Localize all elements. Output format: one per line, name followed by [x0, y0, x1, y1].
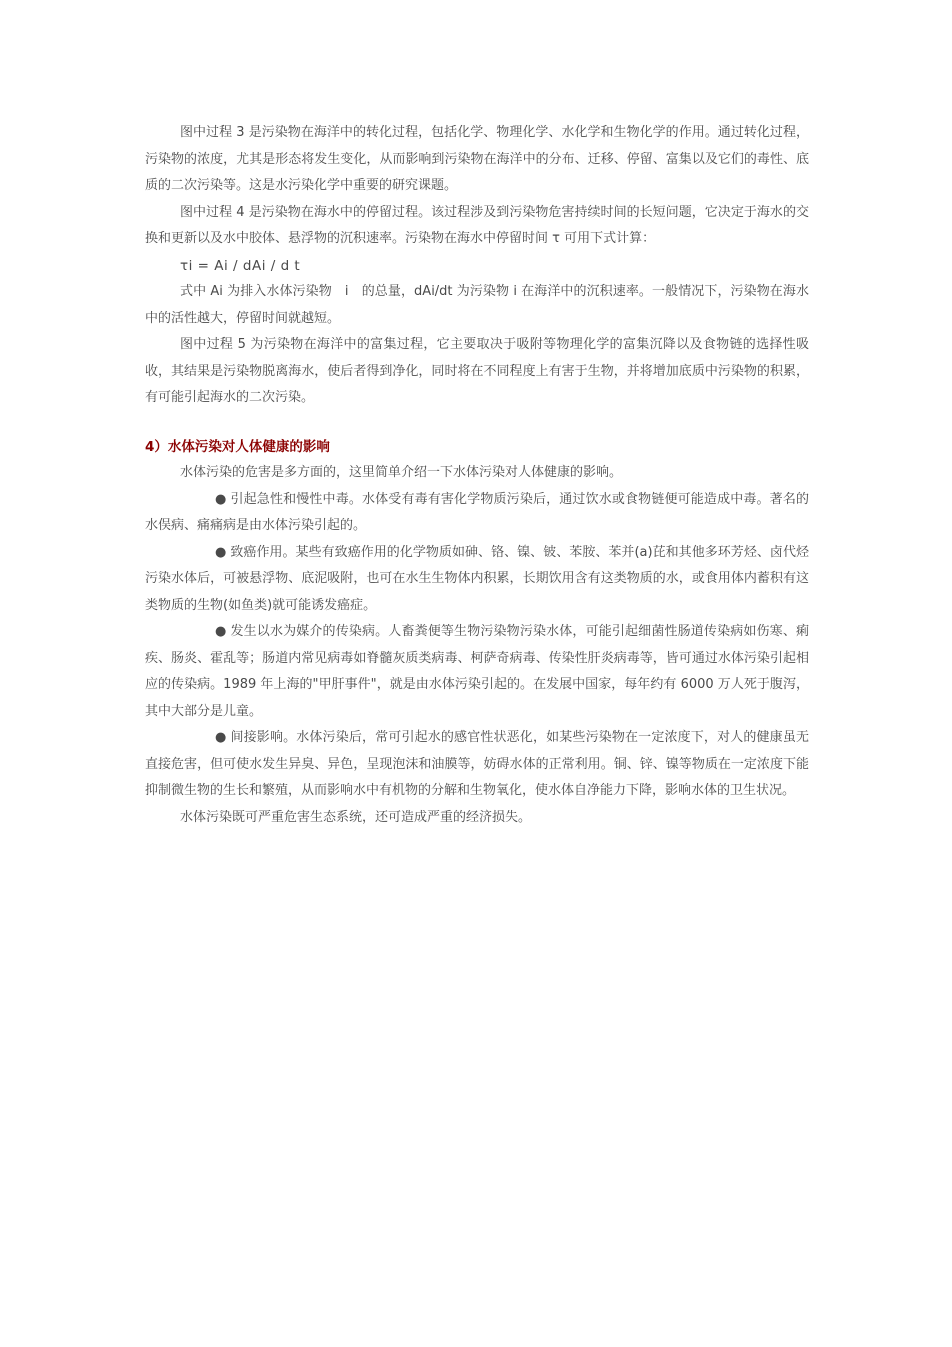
- document-page: [145, 120, 809, 831]
- bullet-text: 发生以水为媒介的传染病。人畜粪便等生物污染物污染水体，可能引起细菌性肠道传染病如伤寒、痢疾、肠炎、霍乱等；肠道内常见病毒如脊髓灰质类病毒、柯萨奇病毒、传染性肝炎病毒等，皆可通过水体污染引起相应的传染病。1989 年上海的"甲肝事件"，就是由水体污染引起的。在发展中国家，每年约有 6000 万人死于腹泻，其中大部分是儿童。: [145, 624, 809, 719]
- bullet-icon: ●: [215, 491, 227, 507]
- bullet-item-infectious-disease: [145, 619, 809, 725]
- paragraph-process-3: 图中过程 3 是污染物在海洋中的转化过程，包括化学、物理化学、水化学和生物化学的作用。通过转化过程，污染物的浓度，尤其是形态将发生变化，从而影响到污染物在海洋中的分布、迁移、停留、富集以及它们的毒性、底质的二次污染等。这是水污染化学中重要的研究课题。: [145, 125, 809, 193]
- paragraph-process-4: 图中过程 4 是污染物在海水中的停留过程。该过程涉及到污染物危害持续时间的长短问题，它决定于海水的交换和更新以及水中胶体、悬浮物的沉积速率。污染物在海水中停留时间 τ 可用下式计算：: [145, 204, 809, 246]
- paragraph-formula-explanation: 式中 Ai 为排入水体污染物 i 的总量，dAi/dt 为污染物 i 在海洋中的沉积速率。一般情况下，污染物在海水中的活性越大，停留时间就越短。: [145, 284, 809, 326]
- bullet-item-indirect-effects: [145, 725, 809, 805]
- paragraph-intro: 水体污染的危害是多方面的，这里简单介绍一下水体污染对人体健康的影响。: [180, 465, 623, 480]
- bullet-item-carcinogenic: [145, 540, 809, 620]
- bullet-text: 引起急性和慢性中毒。水体受有毒有害化学物质污染后，通过饮水或食物链便可能造成中毒。著名的水俣病、痛痛病是由水体污染引起的。: [145, 491, 809, 533]
- paragraph-process-5: 图中过程 5 为污染物在海洋中的富集过程，它主要取决于吸附等物理化学的富集沉降以及食物链的选择性吸收，其结果是污染物脱离海水，使后者得到净化，同时将在不同程度上有害于生物，并将增加底质中污染物的积累，有可能引起海水的二次污染。: [145, 337, 809, 405]
- residence-time-formula: τi = Ai / dAi / d t: [180, 257, 301, 274]
- bullet-item-poisoning: [145, 487, 809, 540]
- bullet-text: 间接影响。水体污染后，常可引起水的感官性状恶化，如某些污染物在一定浓度下，对人的健康虽无直接危害，但可使水发生异臭、异色，呈现泡沫和油膜等，妨碍水体的正常利用。铜、锌、镍等物质在一定浓度下能抑制微生物的生长和繁殖，从而影响水中有机物的分解和生物氧化，使水体自净能力下降，影响水体的卫生状况。: [145, 730, 809, 798]
- bullet-icon: ●: [215, 624, 227, 639]
- bullet-icon: ●: [215, 544, 227, 560]
- bullet-text: 致癌作用。某些有致癌作用的化学物质如砷、铬、镍、铍、苯胺、苯并(a)芘和其他多环芳烃、卤代烃污染水体后，可被悬浮物、底泥吸附，也可在水生生物体内积累，长期饮用含有这类物质的水，或食用体内蓄积有这类物质的生物(如鱼类)就可能诱发癌症。: [145, 544, 809, 613]
- bullet-icon: ●: [215, 730, 227, 745]
- paragraph-closing: 水体污染既可严重危害生态系统，还可造成严重的经济损失。: [180, 809, 532, 825]
- section-heading-health-effects: 4）水体污染对人体健康的影响: [145, 438, 330, 455]
